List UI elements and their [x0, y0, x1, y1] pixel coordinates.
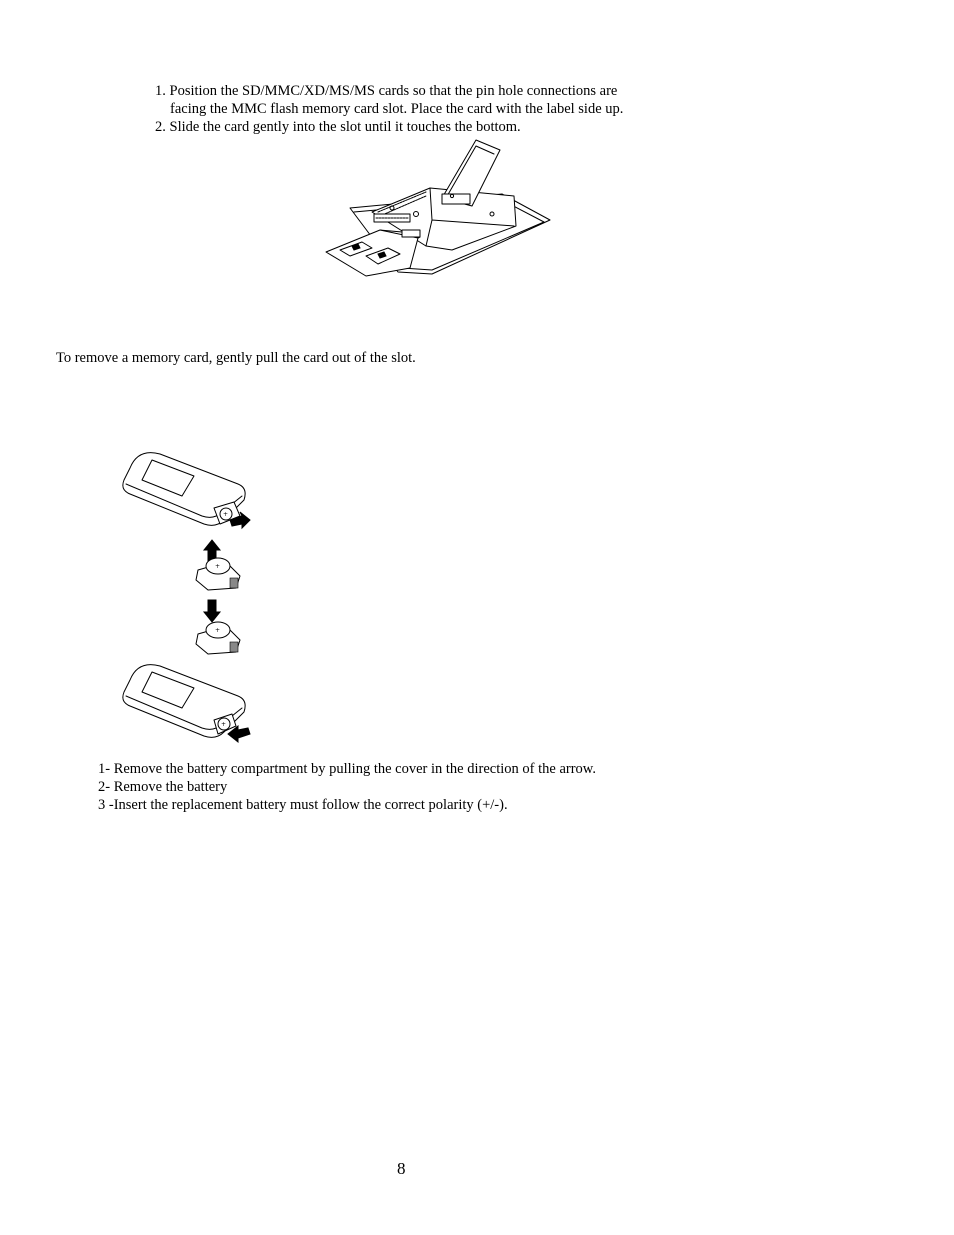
page-number: 8	[397, 1159, 406, 1178]
card-step-1-line-1: 1. Position the SD/MMC/XD/MS/MS cards so that the pin hole connections are	[155, 83, 618, 99]
battery-step-2: 2- Remove the battery	[98, 779, 228, 795]
battery-step-3: 3 -Insert the replacement battery must follow the correct polarity (+/-).	[98, 797, 508, 813]
svg-text:+: +	[215, 563, 221, 570]
arrow-down-icon	[204, 600, 220, 622]
remove-card-instruction: To remove a memory card, gently pull the card out of the slot.	[56, 350, 416, 366]
card-step-2: 2. Slide the card gently into the slot until it touches the bottom.	[155, 119, 521, 135]
svg-text:+: +	[221, 721, 227, 728]
battery-tray-remove-icon	[196, 558, 240, 590]
card-slot-illustration	[322, 136, 554, 280]
polarity-plus-mark: +	[223, 511, 229, 518]
card-step-1-line-2: facing the MMC flash memory card slot. Place the card with the label side up.	[170, 101, 624, 117]
svg-text:+: +	[215, 627, 221, 634]
remote-control-open-icon	[123, 453, 250, 528]
battery-step-1: 1- Remove the battery compartment by pulling the cover in the direction of the arrow.	[98, 761, 596, 777]
battery-tray-insert-icon	[196, 622, 240, 654]
remote-control-close-icon	[123, 665, 250, 742]
battery-replacement-illustration	[116, 444, 256, 744]
